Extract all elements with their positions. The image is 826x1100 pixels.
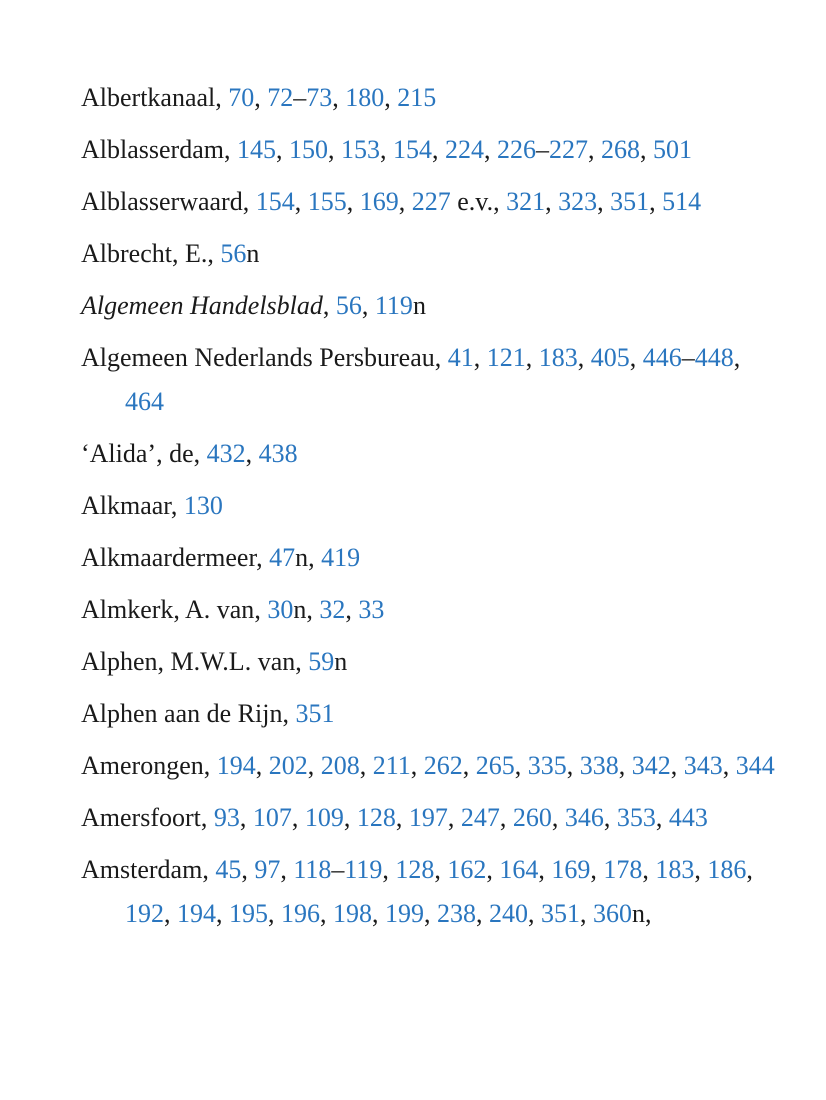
- index-term: Albertkanaal: [81, 83, 216, 112]
- index-term: ‘Alida’, de: [81, 439, 194, 468]
- page-reference-link[interactable]: 186: [707, 855, 747, 884]
- page-reference-link[interactable]: 238: [437, 899, 476, 928]
- page-reference-link[interactable]: 32: [319, 595, 346, 624]
- page-reference-link[interactable]: 56: [220, 239, 247, 268]
- index-term: Albrecht, E.: [81, 239, 208, 268]
- page-reference-link[interactable]: 192: [125, 899, 164, 928]
- page-reference-link[interactable]: 180: [345, 83, 385, 112]
- index-term: Amerongen: [81, 751, 204, 780]
- page-reference-link[interactable]: 97: [254, 855, 281, 884]
- page-reference-link[interactable]: 432: [206, 439, 246, 468]
- page-reference-link[interactable]: 121: [486, 343, 526, 372]
- reference-suffix: e.v.: [450, 187, 494, 216]
- page-reference-link[interactable]: 130: [183, 491, 223, 520]
- page-reference-link[interactable]: 353: [616, 803, 656, 832]
- page-reference-link[interactable]: 30: [267, 595, 294, 624]
- index-entry: Alblasserdam, 145, 150, 153, 154, 224, 226–227, 268, 501: [81, 135, 692, 164]
- page-reference-link[interactable]: 93: [213, 803, 240, 832]
- index-entry: Albertkanaal, 70, 72–73, 180, 215: [81, 83, 437, 112]
- page-reference-link[interactable]: 183: [655, 855, 695, 884]
- page-reference-link[interactable]: 145: [236, 135, 276, 164]
- page-reference-link[interactable]: 73: [306, 83, 333, 112]
- page-reference-link[interactable]: 196: [281, 899, 320, 928]
- page-reference-link[interactable]: 344: [735, 751, 775, 780]
- range-separator: –: [293, 83, 307, 112]
- page-reference-link[interactable]: 224: [444, 135, 484, 164]
- page-reference-link[interactable]: 45: [215, 855, 242, 884]
- page-reference-link[interactable]: 342: [631, 751, 671, 780]
- page-reference-link[interactable]: 514: [662, 187, 702, 216]
- reference-suffix: n: [246, 239, 260, 268]
- page-reference-link[interactable]: 107: [252, 803, 292, 832]
- page-reference-link[interactable]: 351: [610, 187, 650, 216]
- page-reference-link[interactable]: 438: [258, 439, 298, 468]
- page-reference-link[interactable]: 119: [344, 855, 383, 884]
- trailing-punctuation: ,: [645, 899, 652, 928]
- page-reference-link[interactable]: 323: [558, 187, 598, 216]
- page-reference-link[interactable]: 208: [320, 751, 360, 780]
- page-reference-link[interactable]: 240: [489, 899, 528, 928]
- page-reference-link[interactable]: 154: [392, 135, 432, 164]
- index-list: [81, 76, 781, 944]
- page-reference-link[interactable]: 41: [447, 343, 474, 372]
- page-reference-link[interactable]: 198: [333, 899, 372, 928]
- index-entry: Albrecht, E., 56n: [81, 239, 260, 268]
- page-reference-link[interactable]: 118: [293, 855, 332, 884]
- page-reference-link[interactable]: 351: [541, 899, 580, 928]
- page-reference-link[interactable]: 169: [551, 855, 591, 884]
- page-reference-link[interactable]: 197: [408, 803, 448, 832]
- page-reference-link[interactable]: 446: [642, 343, 682, 372]
- index-entry: Algemeen Handelsblad, 56, 119n: [81, 291, 426, 320]
- page-reference-link[interactable]: 247: [460, 803, 500, 832]
- page-reference-link[interactable]: 335: [527, 751, 567, 780]
- index-term: Alphen, M.W.L. van: [81, 647, 296, 676]
- page-reference-link[interactable]: 226: [496, 135, 536, 164]
- page-reference-link[interactable]: 338: [579, 751, 619, 780]
- page-reference-link[interactable]: 501: [652, 135, 692, 164]
- page-reference-link[interactable]: 351: [295, 699, 335, 728]
- index-term: Alblasserdam: [81, 135, 224, 164]
- page-reference-link[interactable]: 343: [683, 751, 723, 780]
- page-reference-link[interactable]: 162: [447, 855, 487, 884]
- page-reference-link[interactable]: 119: [374, 291, 413, 320]
- page-reference-link[interactable]: 211: [372, 751, 411, 780]
- page-reference-link[interactable]: 227: [548, 135, 588, 164]
- index-term: Almkerk, A. van: [81, 595, 255, 624]
- reference-suffix: n: [293, 595, 307, 624]
- page-reference-link[interactable]: 360: [593, 899, 632, 928]
- page-reference-link[interactable]: 262: [423, 751, 463, 780]
- reference-suffix: n: [412, 291, 426, 320]
- page-reference-link[interactable]: 419: [321, 543, 361, 572]
- index-entry: Algemeen Nederlands Persbureau, 41, 121, 183, 405, 446–448, 464: [81, 343, 741, 416]
- page-reference-link[interactable]: 195: [229, 899, 268, 928]
- page-reference-link[interactable]: 72: [267, 83, 294, 112]
- page-reference-link[interactable]: 194: [216, 751, 256, 780]
- page-reference-link[interactable]: 153: [340, 135, 380, 164]
- page-reference-link[interactable]: 199: [385, 899, 424, 928]
- page-reference-link[interactable]: 109: [304, 803, 344, 832]
- page-reference-link[interactable]: 448: [694, 343, 734, 372]
- page-reference-link[interactable]: 464: [125, 387, 164, 416]
- index-entry: Almkerk, A. van, 30n, 32, 33: [81, 595, 385, 624]
- index-term: Alkmaardermeer: [81, 543, 257, 572]
- index-term: Amsterdam: [81, 855, 203, 884]
- page-reference-link[interactable]: 178: [603, 855, 643, 884]
- page-reference-link[interactable]: 164: [499, 855, 539, 884]
- index-entry: Alphen, M.W.L. van, 59n: [81, 647, 348, 676]
- page-reference-link[interactable]: 70: [228, 83, 255, 112]
- index-term: Alphen aan de Rijn: [81, 699, 283, 728]
- page-reference-link[interactable]: 346: [564, 803, 604, 832]
- page-reference-link[interactable]: 215: [397, 83, 437, 112]
- page-reference-link[interactable]: 227: [411, 187, 451, 216]
- page-reference-link[interactable]: 128: [356, 803, 396, 832]
- range-separator: –: [331, 855, 345, 884]
- range-separator: –: [535, 135, 549, 164]
- reference-suffix: n: [295, 543, 309, 572]
- index-term: Algemeen Nederlands Persbureau: [81, 343, 435, 372]
- page-reference-link[interactable]: 183: [538, 343, 578, 372]
- index-entry: Amerongen, 194, 202, 208, 211, 262, 265, 335, 338, 342, 343, 344: [81, 751, 775, 780]
- page-reference-link[interactable]: 128: [395, 855, 435, 884]
- page-reference-link[interactable]: 33: [358, 595, 385, 624]
- page-reference-link[interactable]: 56: [335, 291, 362, 320]
- index-term: Alkmaar: [81, 491, 171, 520]
- index-entry: Alphen aan de Rijn, 351: [81, 699, 335, 728]
- page-reference-link[interactable]: 321: [506, 187, 546, 216]
- page-reference-link[interactable]: 169: [359, 187, 399, 216]
- index-entry: Alkmaar, 130: [81, 491, 223, 520]
- page-reference-link[interactable]: 268: [600, 135, 640, 164]
- page-reference-link[interactable]: 260: [512, 803, 552, 832]
- index-entry: Alkmaardermeer, 47n, 419: [81, 543, 361, 572]
- page-reference-link[interactable]: 405: [590, 343, 630, 372]
- page-reference-link[interactable]: 154: [255, 187, 295, 216]
- page-reference-link[interactable]: 443: [668, 803, 708, 832]
- reference-suffix: n: [632, 899, 645, 928]
- page-reference-link[interactable]: 150: [288, 135, 328, 164]
- page-reference-link[interactable]: 194: [177, 899, 216, 928]
- page-reference-link[interactable]: 47: [269, 543, 296, 572]
- index-term: Alblasserwaard: [81, 187, 243, 216]
- index-entry: ‘Alida’, de, 432, 438: [81, 439, 298, 468]
- page-reference-link[interactable]: 155: [307, 187, 347, 216]
- range-separator: –: [681, 343, 695, 372]
- index-term: Amersfoort: [81, 803, 201, 832]
- index-entry: Amersfoort, 93, 107, 109, 128, 197, 247, 260, 346, 353, 443: [81, 803, 708, 832]
- page-reference-link[interactable]: 59: [308, 647, 335, 676]
- reference-suffix: n: [334, 647, 348, 676]
- page-reference-link[interactable]: 265: [475, 751, 515, 780]
- page-reference-link[interactable]: 202: [268, 751, 308, 780]
- index-term: Algemeen Handelsblad: [81, 291, 323, 320]
- index-entry: Amsterdam, 45, 97, 118–119, 128, 162, 164, 169, 178, 183, 186, 192, 194, 195, 196, 198, 199, 238, 240, 351, 360n,: [81, 855, 753, 928]
- index-entry: Alblasserwaard, 154, 155, 169, 227 e.v., 321, 323, 351, 514: [81, 187, 702, 216]
